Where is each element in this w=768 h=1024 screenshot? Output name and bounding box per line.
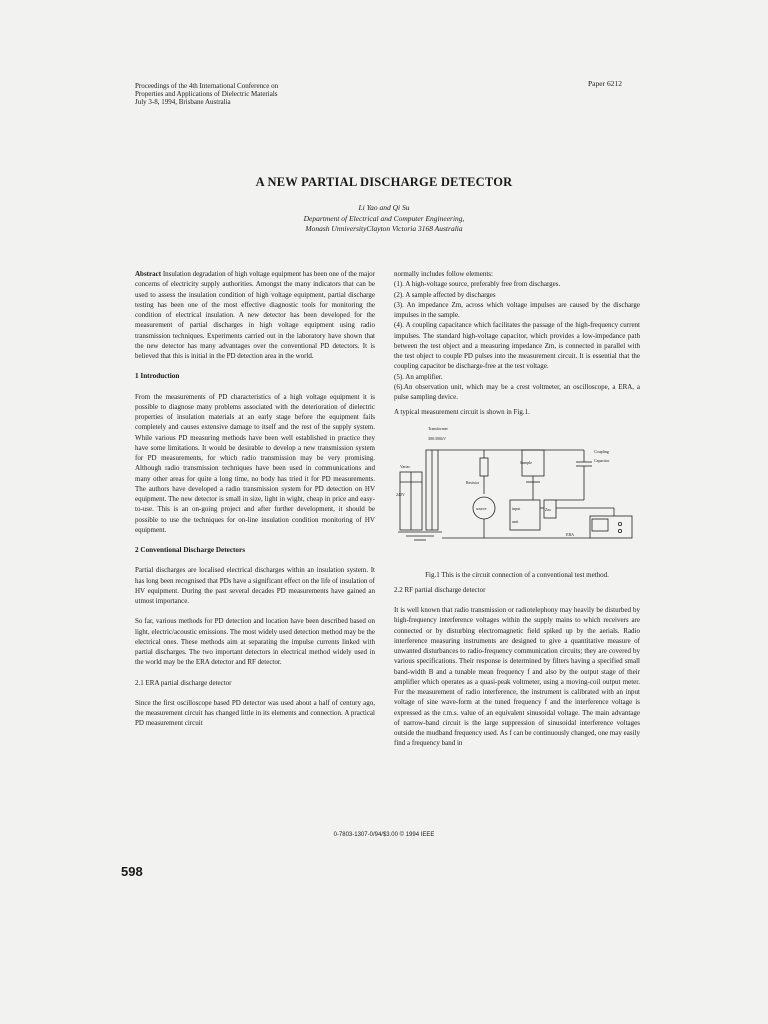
list-item: (2). A sample affected by discharges: [394, 290, 496, 299]
proceedings-line: July 3-8, 1994, Brisbane Australia: [135, 98, 231, 106]
abstract-label: Abstract: [135, 270, 162, 278]
transformer-label: Transformer: [428, 425, 448, 431]
resistor-label: Resistor: [466, 479, 480, 485]
paragraph: normally includes follow elements:: [394, 270, 493, 278]
zm-label: Zm: [545, 506, 551, 512]
list-item: (3). An impedance Zm, across which voltage impulses are caused by the discharge impulses in the sample.: [394, 300, 640, 319]
paper-title: A NEW PARTIAL DISCHARGE DETECTOR: [255, 175, 513, 189]
paragraph: From the measurements of PD characteristics of a high voltage equipment it is possible to diagnose many problems associated with the deterioration of dielectric properties of insulation materials at an early stage before the equipment fails completely and causes extensive damage to itself and the rest of the supply system. While various PD measuring methods have been well established in practice they have some limitations. It would be desirable to develop a new transmission system for PD measurements, for which radio transmission may be very promising. Although radio transmission techniques have been used in communications and many other areas for quite a long time, no body has tried it for PD measurements. The authors have developed a radio transmission system for PD detection on HV equipment. The new detector is small in size, light in wight, cheap in price and easy-to-use. This is an on-going project and after further development, it should be possible to use the techniques for on-line insulation condition monitoring of HV equipment.: [135, 392, 375, 534]
paragraph: Partial discharges are localised electrical discharges within an insulation system. It has long been recognised that PDs have a significant effect on the life of insulation of HV equipment. During the past several decades PD measurements have gained an utmost importance.: [135, 566, 375, 605]
list-item: (5). An amplifier.: [394, 372, 443, 381]
capacitor-label: Capacitor: [594, 457, 610, 463]
paragraph: So far, various methods for PD detection and location have been described based on light, electric/acoustic emissions. The most widely used detection method may be the electrical ones. These methods aim at separating the impulse currents linked with partial discharges. The two important detectors in electrical method widely used in the world may be the ERA detector and RF detector.: [135, 617, 375, 667]
abstract-text: Insulation degradation of high voltage equipment has been one of the major concerns of electricity supply authorities. Amongst the many indicators that can be used to assess the insulation condition of high voltage equipment, partial discharge testing has been one of the most effective diagnostic tools for monitoring the condition of electrical insulation. A new detector has been developed for the measurement of partial discharges in high voltage equipment using radio transmission techniques. Experiments carried out in the laboratory have shown that the new detector has many advantages over the conventional PD detectors. It is believed that this is initial in the PD detection area in the world.: [135, 270, 375, 360]
author-block: [0, 203, 768, 235]
input-label: input: [512, 505, 521, 511]
supply-label: 240V: [396, 491, 405, 497]
input-unit-box: [510, 500, 540, 530]
abstract: [135, 269, 375, 361]
variac-label: Variac: [400, 463, 411, 469]
paper-number: Paper 6212: [588, 79, 622, 88]
paragraph: A typical measurement circuit is shown in Fig.1.: [394, 408, 530, 417]
circuit-diagram: [394, 420, 640, 570]
proceedings-header: [135, 82, 395, 106]
paragraph: It is well known that radio transmission or radiotelephony may heavily be disturbed by high-frequency interference voltages within the supply mains to which receivers are connected or by disturbing electromagnetic field spiked up by the aerials. Radio interference measuring instruments are designed to give a quantitative measure of unwanted disturbances to radio-frequency communication circuits; they are covered by various specifications. Their response is determined by filters having a specified small band-width B and a tunable mean frequency f and also by the output stage of their amplifier which operates as a quasi-peak voltmeter, using a moving-coil output meter. For the measurement of radio interference, the instrument is calibrated with an input voltage of sine wave-form at the tuned frequency f and the interference voltage is expressed as the r.m.s. value of an equivalent sinusoidal voltage. The main advantage of narrow-band circuit is the large suppression of sinusoidal interference voltages outside the mudband frequency used. As f can be continuously changed, one may easily find a frequency band in: [394, 606, 640, 748]
section-heading: 1 Introduction: [135, 372, 180, 381]
list-item: (4). A coupling capacitance which facilitates the passage of the high-frequency current impulses. The standard high-voltage capacitor, which provides a low-impedance path between the test object and a measuring impedance Zm, is connected in parallel with the test object to couple PD pulses into the measurement circuit. It is essential that the coupling capacitor be discharge-free at the test voltage.: [394, 321, 640, 371]
copyright-line: 0-7803-1307-0/94/$3.00 © 1994 IEEE: [333, 832, 435, 838]
affiliation-line: Department of Electrical and Computer Engineering,: [303, 213, 465, 223]
right-column: [394, 269, 640, 749]
era-screen: [592, 519, 608, 531]
affiliation-line: Monash UnniversityClayton Victoria 3168 Australia: [305, 224, 463, 233]
left-column: [135, 269, 375, 729]
figure-1-circuit: [394, 420, 640, 570]
proceedings-line: Proceedings of the 4th International Conference on: [135, 82, 279, 90]
proceedings-line: Properties and Applications of Dielectric Materials: [135, 90, 278, 98]
subsection-heading: 2.1 ERA partial discharge detector: [135, 678, 232, 687]
figure-caption: Fig.1 This is the circuit connection of a conventional test method.: [425, 570, 609, 579]
subsection-heading: 2.2 RF partial discharge detector: [394, 585, 486, 594]
paragraph: Since the first oscilloscope based PD detector was used about a half of century ago, the measurement circuit has changed little in its elements and connection. A practical PD measurement circuit: [135, 698, 375, 728]
author-names: Li Yao and Qi Su: [358, 203, 410, 212]
era-label: ERA: [566, 531, 574, 537]
list-item: (1). A high-voltage source, preferably free from discharges.: [394, 280, 561, 289]
sample-label: Sample: [520, 459, 532, 465]
unit-label: unit: [512, 518, 519, 524]
coupling-label: Coupling: [594, 448, 609, 454]
rating-label: 300:500kV: [428, 435, 446, 441]
page-number: 598: [121, 864, 143, 879]
section-heading: 2 Conventional Discharge Detectors: [135, 546, 245, 554]
source-label: source: [476, 505, 487, 511]
resistor-symbol: [480, 458, 488, 476]
list-item: (6).An observation unit, which may be a crest voltmeter, an oscilloscope, a ERA, a pulse sampling device.: [394, 382, 640, 401]
